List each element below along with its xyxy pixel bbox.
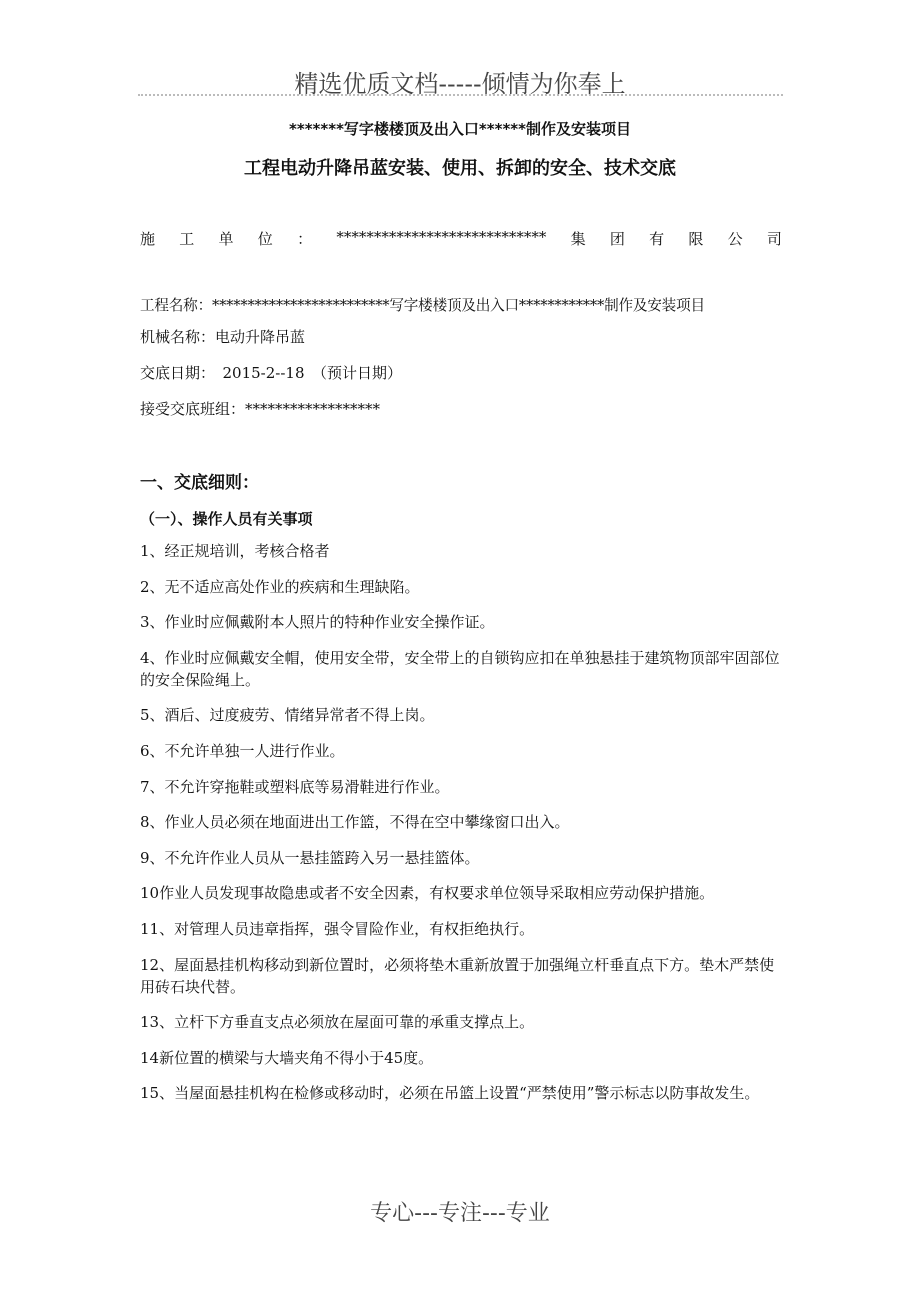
list-item: 2、无不适应高处作业的疾病和生理缺陷。 (140, 577, 420, 596)
project-name: 工程名称：*************************写字楼楼顶及出入口************制作及安装项目 (140, 297, 705, 314)
list-item: 7、不允许穿拖鞋或塑料底等易滑鞋进行作业。 (140, 777, 450, 796)
unit-char: ： (297, 230, 313, 248)
construction-unit-line (140, 228, 782, 249)
list-item: 8、作业人员必须在地面进出工作篮，不得在空中攀缘窗口出入。 (140, 813, 570, 832)
list-item: 12、屋面悬挂机构移动到新位置时，必须将垫木重新放置于加强绳立杆垂直点下方。垫木严禁使用砖石块代替。 (140, 955, 775, 996)
unit-char: 集 (570, 230, 586, 248)
handover-date: 交底日期： 2015-2--18 （预计日期） (140, 364, 403, 382)
document-subtitle: *******写字楼楼顶及出入口******制作及安装项目 (289, 120, 631, 138)
list-item: 13、立杆下方垂直支点必须放在屋面可靠的承重支撑点上。 (140, 1013, 535, 1032)
unit-char: 位 (257, 230, 273, 248)
receiving-team: 接受交底班组：****************** (140, 400, 381, 418)
page-header: 精选优质文档-----倾情为你奉上 (294, 70, 626, 98)
page-footer: 专心---专注---专业 (370, 1201, 550, 1226)
list-item: 15、当屋面悬挂机构在检修或移动时，必须在吊篮上设置“严禁使用”警示标志以防事故发生。 (140, 1084, 760, 1103)
list-item: 10作业人员发现事故隐患或者不安全因素，有权要求单位领导采取相应劳动保护措施。 (140, 884, 715, 903)
machine-name: 机械名称：电动升降吊蓝 (140, 328, 306, 346)
unit-char: 有 (649, 230, 665, 248)
unit-char: **************************** (336, 228, 547, 246)
list-item: 14新位置的横梁与大墙夹角不得小于45度。 (140, 1048, 434, 1067)
unit-char: 团 (609, 230, 625, 248)
list-item: 6、不允许单独一人进行作业。 (140, 741, 345, 760)
header-divider (138, 94, 783, 96)
list-item: 3、作业时应佩戴附本人照片的特种作业安全操作证。 (140, 613, 495, 632)
list-item: 1、经正规培训，考核合格者 (140, 542, 330, 560)
unit-char: 限 (688, 230, 704, 248)
unit-char: 司 (766, 230, 782, 248)
unit-char: 公 (727, 230, 743, 248)
section-heading: 一、交底细则： (140, 473, 259, 493)
unit-char: 施 (140, 230, 156, 248)
list-item: 4、作业时应佩戴安全帽，使用安全带，安全带上的自锁钩应扣在单独悬挂于建筑物顶部牢固部位的安全保险绳上。 (140, 648, 780, 689)
list-item: 11、对管理人员违章指挥，强令冒险作业，有权拒绝执行。 (140, 919, 535, 938)
subsection-heading: （一）、操作人员有关事项 (140, 510, 313, 528)
list-item: 9、不允许作业人员从一悬挂篮跨入另一悬挂篮体。 (140, 848, 480, 867)
unit-char: 工 (179, 230, 195, 248)
list-item: 5、酒后、过度疲劳、情绪异常者不得上岗。 (140, 706, 435, 725)
unit-char: 单 (218, 230, 234, 248)
document-title: 工程电动升降吊蓝安装、使用、拆卸的安全、技术交底 (244, 158, 676, 179)
item-list (140, 540, 786, 1118)
